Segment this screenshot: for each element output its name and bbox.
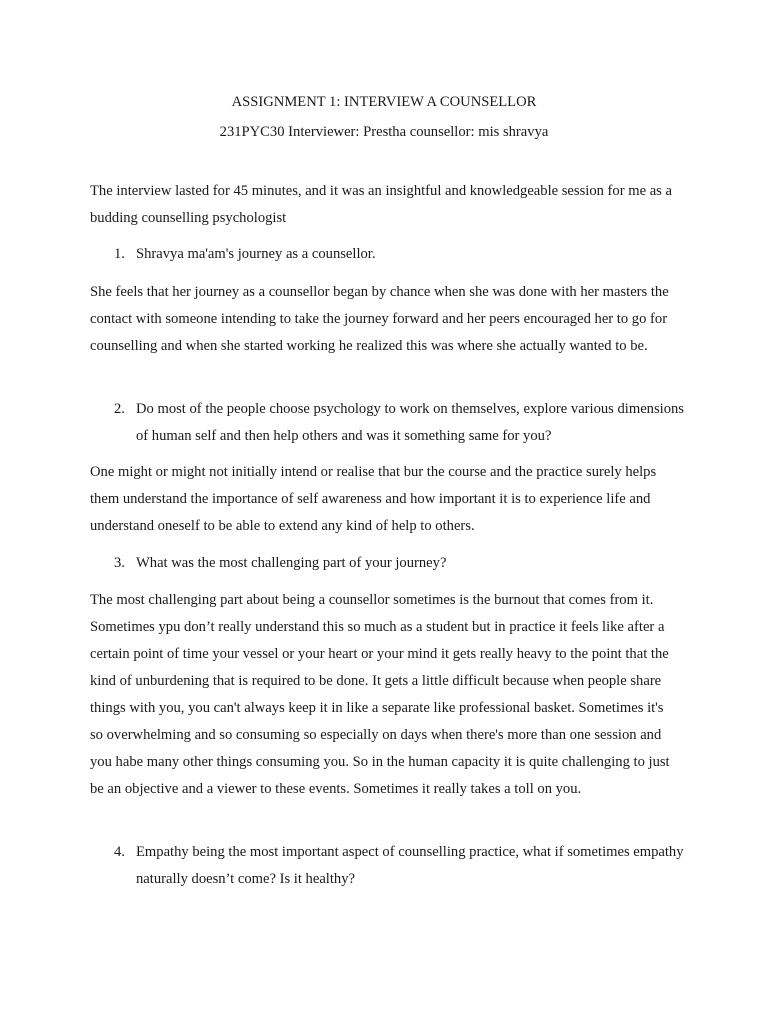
question-item-4 — [114, 839, 684, 893]
question-number: 1. — [114, 246, 125, 262]
document-title: ASSIGNMENT 1: INTERVIEW A COUNSELLOR — [231, 94, 537, 110]
question-item-2 — [114, 396, 684, 450]
question-number: 2. — [114, 401, 125, 417]
question-text: What was the most challenging part of your journey? — [136, 555, 447, 571]
answer-paragraph-1: She feels that her journey as a counsellor began by chance when she was done with her masters the contact with someone intending to take the journey forward and her peers encouraged her to go for counselling and when she started working he realized this was where she actually wanted to be. — [90, 284, 669, 354]
intro-paragraph: The interview lasted for 45 minutes, and it was an insightful and knowledgeable session for me as a budding counselling psychologist — [90, 183, 672, 226]
question-number: 4. — [114, 844, 125, 860]
answer-paragraph-3: The most challenging part about being a counsellor sometimes is the burnout that comes from it. Sometimes ypu don’t really understand this so much as a student but in practice it feels like after a certain point of time your vessel or your heart or your mind it gets really heavy to the point that the kind of unburdening that is required to be done. It gets a little difficult because when people share things with you, you can't always keep it in like a separate like professional basket. Sometimes it's so overwhelming and so consuming so especially on days when there's more than one session and you habe many other things consuming you. So in the human capacity it is quite challenging to just be an objective and a viewer to these events. Sometimes it really takes a toll on you. — [90, 592, 670, 797]
document-subtitle: 231PYC30 Interviewer: Prestha counsellor: mis shravya — [219, 124, 549, 140]
answer-paragraph-2: One might or might not initially intend or realise that bur the course and the practice surely helps them understand the importance of self awareness and how important it is to experience life and understand oneself to be able to extend any kind of help to others. — [90, 464, 657, 534]
question-number: 3. — [114, 555, 125, 571]
question-text: Empathy being the most important aspect of counselling practice, what if sometimes empathy naturally doesn’t come? Is it healthy? — [136, 844, 684, 887]
question-text: Do most of the people choose psychology to work on themselves, explore various dimensions of human self and then help others and was it something same for you? — [136, 401, 684, 444]
question-item-1 — [114, 241, 684, 268]
question-item-3 — [114, 550, 684, 577]
question-text: Shravya ma'am's journey as a counsellor. — [136, 246, 376, 262]
